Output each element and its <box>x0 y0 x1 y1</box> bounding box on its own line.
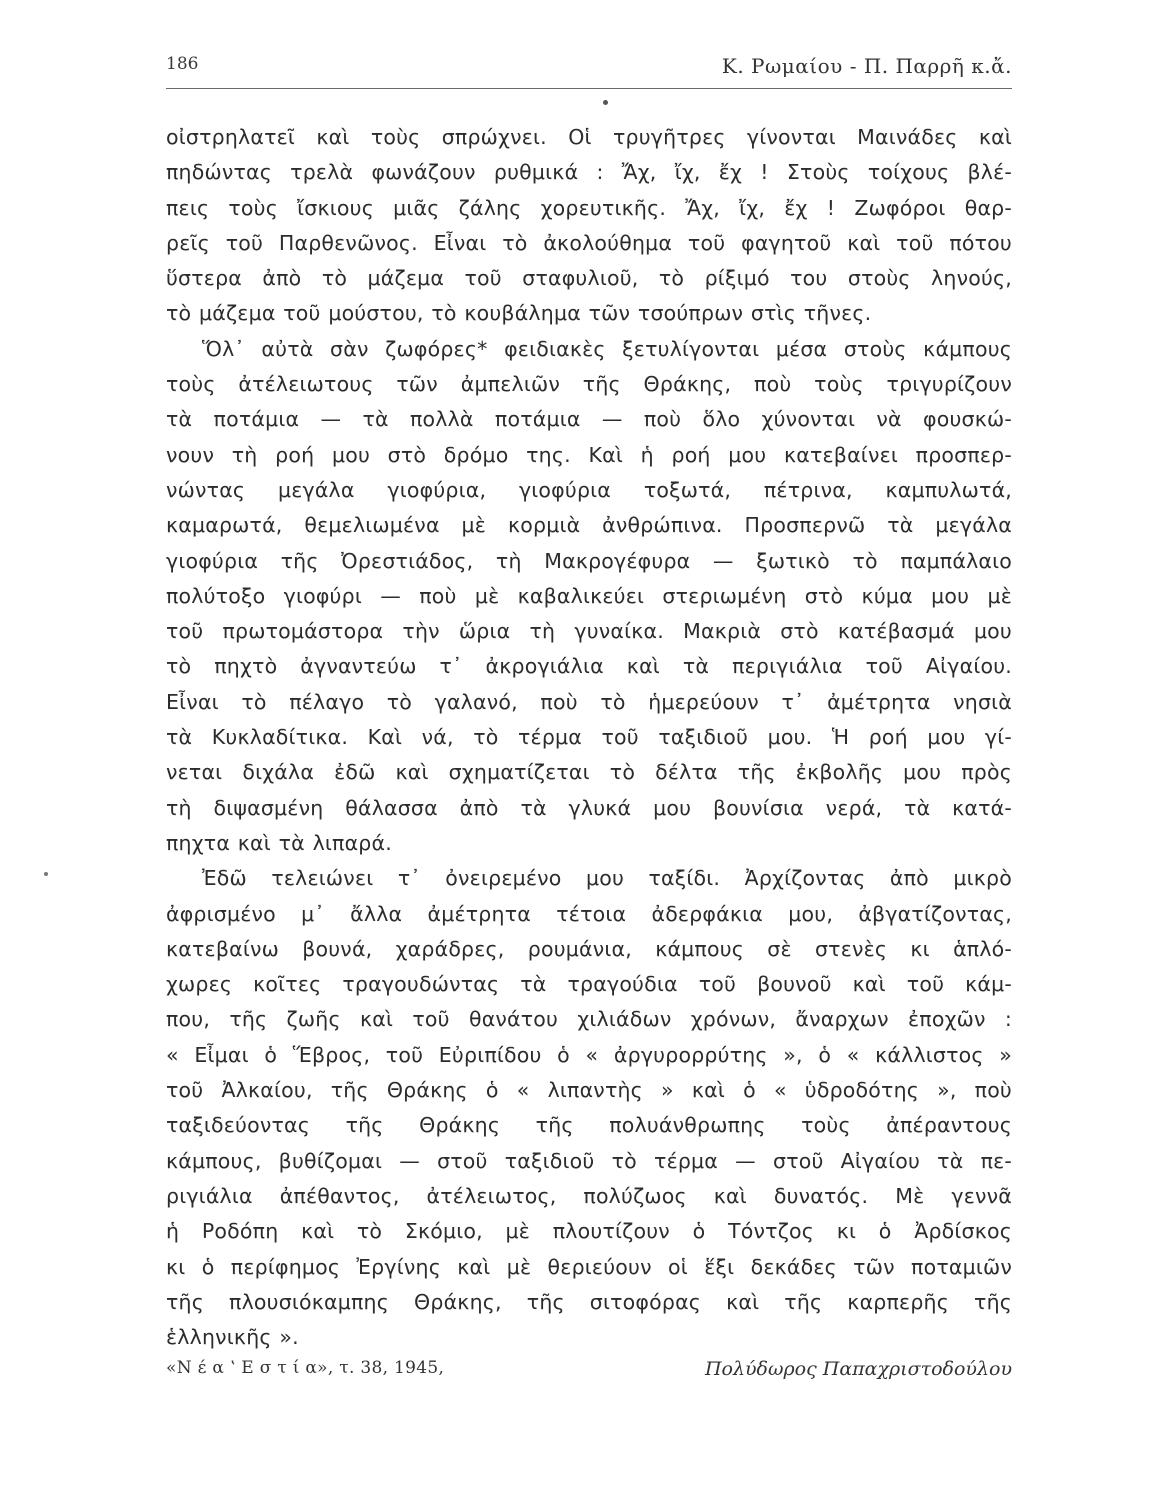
text-line: « Εἶμαι ὁ Ἕβρος, τοῦ Εὐριπίδου ὁ « ἀργυρορρύτης », ὁ « κάλλιστος » <box>166 1042 1012 1067</box>
text-line: ριγιάλια ἀπέθαντος, ἀτέλειωτος, πολύζωος καὶ δυνατός. Μὲ γεννᾶ <box>166 1183 1012 1208</box>
ornament-dot <box>603 100 608 105</box>
text-line: τὴ διψασμένη θάλασσα ἀπὸ τὰ γλυκά μου βουνίσια νερά, τὰ κατά- <box>166 795 1012 820</box>
page-number: 186 <box>166 54 199 74</box>
text-line: κατεβαίνω βουνά, χαράδρες, ρουμάνια, κάμπους σὲ στενὲς κι ἁπλό- <box>166 936 1012 961</box>
text-line: πεις τοὺς ἴσκιους μιᾶς ζάλης χορευτικῆς. Ἄχ, ἴχ, ἔχ ! Ζωφόροι θαρ- <box>166 195 1012 220</box>
text-line: τῆς πλουσιόκαμπης Θράκης, τῆς σιτοφόρας καὶ τῆς καρπερῆς τῆς <box>166 1289 1012 1314</box>
text-line: τὰ ποτάμια — τὰ πολλὰ ποτάμια — ποὺ ὅλο χύνονται νὰ φουσκώ- <box>166 407 1012 432</box>
text-line: ταξιδεύοντας τῆς Θράκης τῆς πολυάνθρωπης τοὺς ἀπέραντους <box>166 1113 1012 1138</box>
text-line: πολύτοξο γιοφύρι — ποὺ μὲ καβαλικεύει στεριωμένη στὸ κύμα μου μὲ <box>166 583 1012 608</box>
text-line: νώντας μεγάλα γιοφύρια, γιοφύρια τοξωτά, πέτρινα, καμπυλωτά, <box>166 477 1012 502</box>
body-text <box>166 120 1012 1355</box>
text-line: τὰ Κυκλαδίτικα. Καὶ νά, τὸ τέρμα τοῦ ταξιδιοῦ μου. Ἡ ροή μου γί- <box>166 725 1012 750</box>
text-line: οἰστρηλατεῖ καὶ τοὺς σπρώχνει. Οἱ τρυγῆτρες γίνονται Μαινάδες καὶ <box>166 125 1012 149</box>
text-line: τοῦ Ἀλκαίου, τῆς Θράκης ὁ « λιπαντὴς » καὶ ὁ « ὑδροδότης », ποὺ <box>166 1078 1012 1103</box>
text-line: ἀφρισμένο μ᾽ ἄλλα ἀμέτρητα τέτοια ἀδερφάκια μου, ἀβγατίζοντας, <box>166 901 1012 926</box>
text-line: κάμπους, βυθίζομαι — στοῦ ταξιδιοῦ τὸ τέρμα — στοῦ Αἰγαίου τὰ πε- <box>166 1148 1012 1173</box>
text-line: τὸ πηχτὸ ἀγναντεύω τ᾽ ἀκρογιάλια καὶ τὰ περιγιάλια τοῦ Αἰγαίου. <box>166 654 1012 679</box>
text-line: Ὅλ᾽ αὐτὰ σὰν ζωφόρες* φειδιακὲς ξετυλίγονται μέσα στοὺς κάμπους <box>202 336 1012 361</box>
text-line: που, τῆς ζωῆς καὶ τοῦ θανάτου χιλιάδων χρόνων, ἄναρχων ἐποχῶν : <box>166 1007 1012 1032</box>
text-line: πηχτα καὶ τὰ λιπαρά. <box>166 830 392 855</box>
text-line: ἡ Ροδόπη καὶ τὸ Σκόμιο, μὲ πλουτίζουν ὁ Τόντζος κι ὁ Ἀρδίσκος <box>166 1219 1012 1244</box>
text-line: τὸ μάζεμα τοῦ μούστου, τὸ κουβάλημα τῶν τσούπρων στὶς τῆνες. <box>166 301 872 326</box>
text-line: ρεῖς τοῦ Παρθενῶνος. Εἶναι τὸ ἀκολούθημα τοῦ φαγητοῦ καὶ τοῦ πότου <box>166 230 1012 255</box>
author-name: Πολύδωρος Παπαχριστοδούλου <box>704 1358 1012 1380</box>
scan-speck <box>44 872 48 876</box>
text-line: καμαρωτά, θεμελιωμένα μὲ κορμιὰ ἀνθρώπινα. Προσπερνῶ τὰ μεγάλα <box>166 513 1012 538</box>
text-line: ὕστερα ἀπὸ τὸ μάζεμα τοῦ σταφυλιοῦ, τὸ ρίξιμό του στοὺς ληνούς, <box>166 266 1012 291</box>
page-footer <box>166 1358 1012 1388</box>
text-line: γιοφύρια τῆς Ὀρεστιάδος, τὴ Μακρογέφυρα — ξωτικὸ τὸ παμπάλαιο <box>166 548 1012 573</box>
text-line: νουν τὴ ροή μου στὸ δρόμο της. Καὶ ἡ ροή μου κατεβαίνει προσπερ- <box>166 442 1012 467</box>
text-line: κι ὁ περίφημος Ἐργίνης καὶ μὲ θεριεύουν οἱ ἕξι δεκάδες τῶν ποταμιῶν <box>166 1254 1012 1279</box>
text-line: τοὺς ἀτέλειωτους τῶν ἀμπελιῶν τῆς Θράκης, ποὺ τοὺς τριγυρίζουν <box>166 372 1012 397</box>
text-line: νεται διχάλα ἐδῶ καὶ σχηματίζεται τὸ δέλτα τῆς ἐκβολῆς μου πρὸς <box>166 760 1012 785</box>
source-citation: «Ν έ α ʽ Ε σ τ ί α», τ. 38, 1945, <box>166 1358 445 1378</box>
text-line: Ἐδῶ τελειώνει τ᾽ ὀνειρεμένο μου ταξίδι. Ἀρχίζοντας ἀπὸ μικρὸ <box>202 866 1012 891</box>
running-head: Κ. Ρωμαίου - Π. Παρρῆ κ.ἄ. <box>721 54 1012 78</box>
text-line: πηδώντας τρελὰ φωνάζουν ρυθμικά : Ἄχ, ἴχ, ἔχ ! Στοὺς τοίχους βλέ- <box>166 160 1012 185</box>
text-line: ἑλληνικῆς ». <box>166 1325 299 1350</box>
text-line: Εἶναι τὸ πέλαγο τὸ γαλανό, ποὺ τὸ ἡμερεύουν τ᾽ ἀμέτρητα νησιὰ <box>166 689 1012 714</box>
page-header <box>166 50 1012 89</box>
text-line: χωρες κοῖτες τραγουδώντας τὰ τραγούδια τοῦ βουνοῦ καὶ τοῦ κάμ- <box>166 972 1012 997</box>
text-line: τοῦ πρωτομάστορα τὴν ὥρια τὴ γυναίκα. Μακριὰ στὸ κατέβασμά μου <box>166 619 1012 644</box>
